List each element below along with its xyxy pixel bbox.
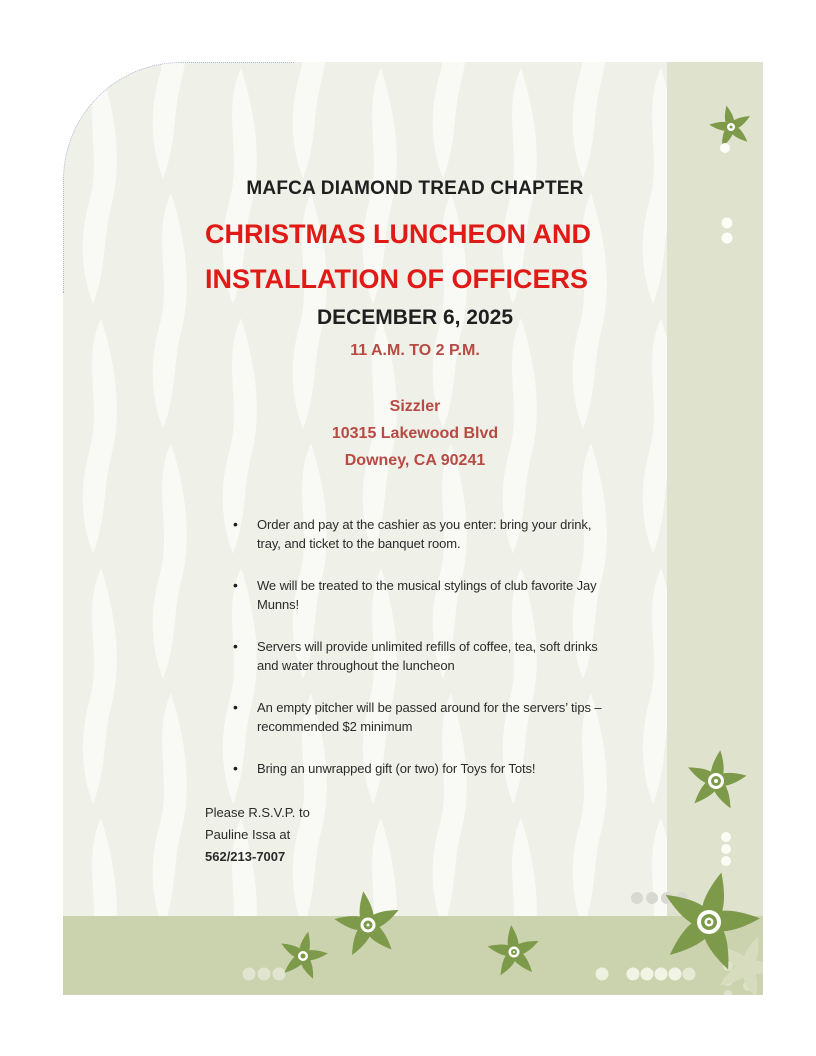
decor-dot [631, 892, 643, 904]
star-center-ring [708, 773, 724, 789]
decor-dot [722, 233, 733, 244]
rsvp-line2: Pauline Issa at [205, 827, 291, 842]
star-center-ring [727, 123, 735, 131]
bullet-item [257, 637, 625, 675]
bullet-line: • We will be treated to the musical stylings of club favorite Jay [257, 578, 597, 593]
bullet-line: and water throughout the luncheon [257, 658, 455, 673]
decor-dot [722, 218, 733, 229]
event-title-line2: INSTALLATION OF OFFICERS [205, 264, 588, 294]
bullet-line: • An empty pitcher will be passed around for the servers’ tips – [257, 700, 602, 715]
star-center-ring [509, 947, 520, 958]
star-center-ring [298, 951, 308, 961]
bullet-line: • Order and pay at the cashier as you enter: bring your drink, [257, 517, 592, 532]
decor-dot [721, 856, 731, 866]
decor-dot [258, 968, 271, 981]
event-title-line1: CHRISTMAS LUNCHEON AND [205, 219, 591, 249]
event-title [205, 212, 625, 302]
decor-dot [683, 968, 696, 981]
star-center-ring [697, 910, 721, 934]
decor-dot [596, 968, 609, 981]
decor-dot [724, 990, 732, 995]
bullet-line: recommended $2 minimum [257, 719, 413, 734]
venue-name: Sizzler [389, 398, 441, 415]
bullet-item [257, 515, 625, 553]
decor-dot [720, 143, 730, 153]
decor-dot [273, 968, 286, 981]
decor-dot [655, 968, 668, 981]
decor-dot [243, 968, 256, 981]
bullet-line: tray, and ticket to the banquet room. [257, 536, 461, 551]
rsvp-line1: Please R.S.V.P. to [205, 805, 310, 820]
bullet-item [257, 759, 625, 778]
star-center-ring [361, 918, 376, 933]
decor-dot [627, 968, 640, 981]
rsvp-block [205, 802, 625, 868]
venue-street: 10315 Lakewood Blvd [331, 425, 499, 442]
details-list [205, 515, 625, 801]
rsvp-phone: 562/213-7007 [205, 849, 286, 864]
event-date: DECEMBER 6, 2025 [316, 306, 514, 329]
decor-dot [641, 968, 654, 981]
bullet-line: • Servers will provide unlimited refills of coffee, tea, soft drinks [257, 639, 598, 654]
decor-dot [721, 832, 731, 842]
venue-city: Downey, CA 90241 [344, 452, 486, 469]
event-time: 11 A.M. TO 2 P.M. [350, 342, 480, 359]
decor-dot [646, 892, 658, 904]
venue-block [205, 393, 625, 474]
decor-dot [669, 968, 682, 981]
flyer-page [63, 62, 763, 995]
bullet-line: • Bring an unwrapped gift (or two) for Toys for Tots! [257, 761, 536, 776]
bullet-item [257, 576, 625, 614]
bullet-line: Munns! [257, 597, 300, 612]
bullet-item [257, 698, 625, 736]
chapter-title: MAFCA DIAMOND TREAD CHAPTER [246, 178, 584, 199]
decor-dot [721, 844, 731, 854]
